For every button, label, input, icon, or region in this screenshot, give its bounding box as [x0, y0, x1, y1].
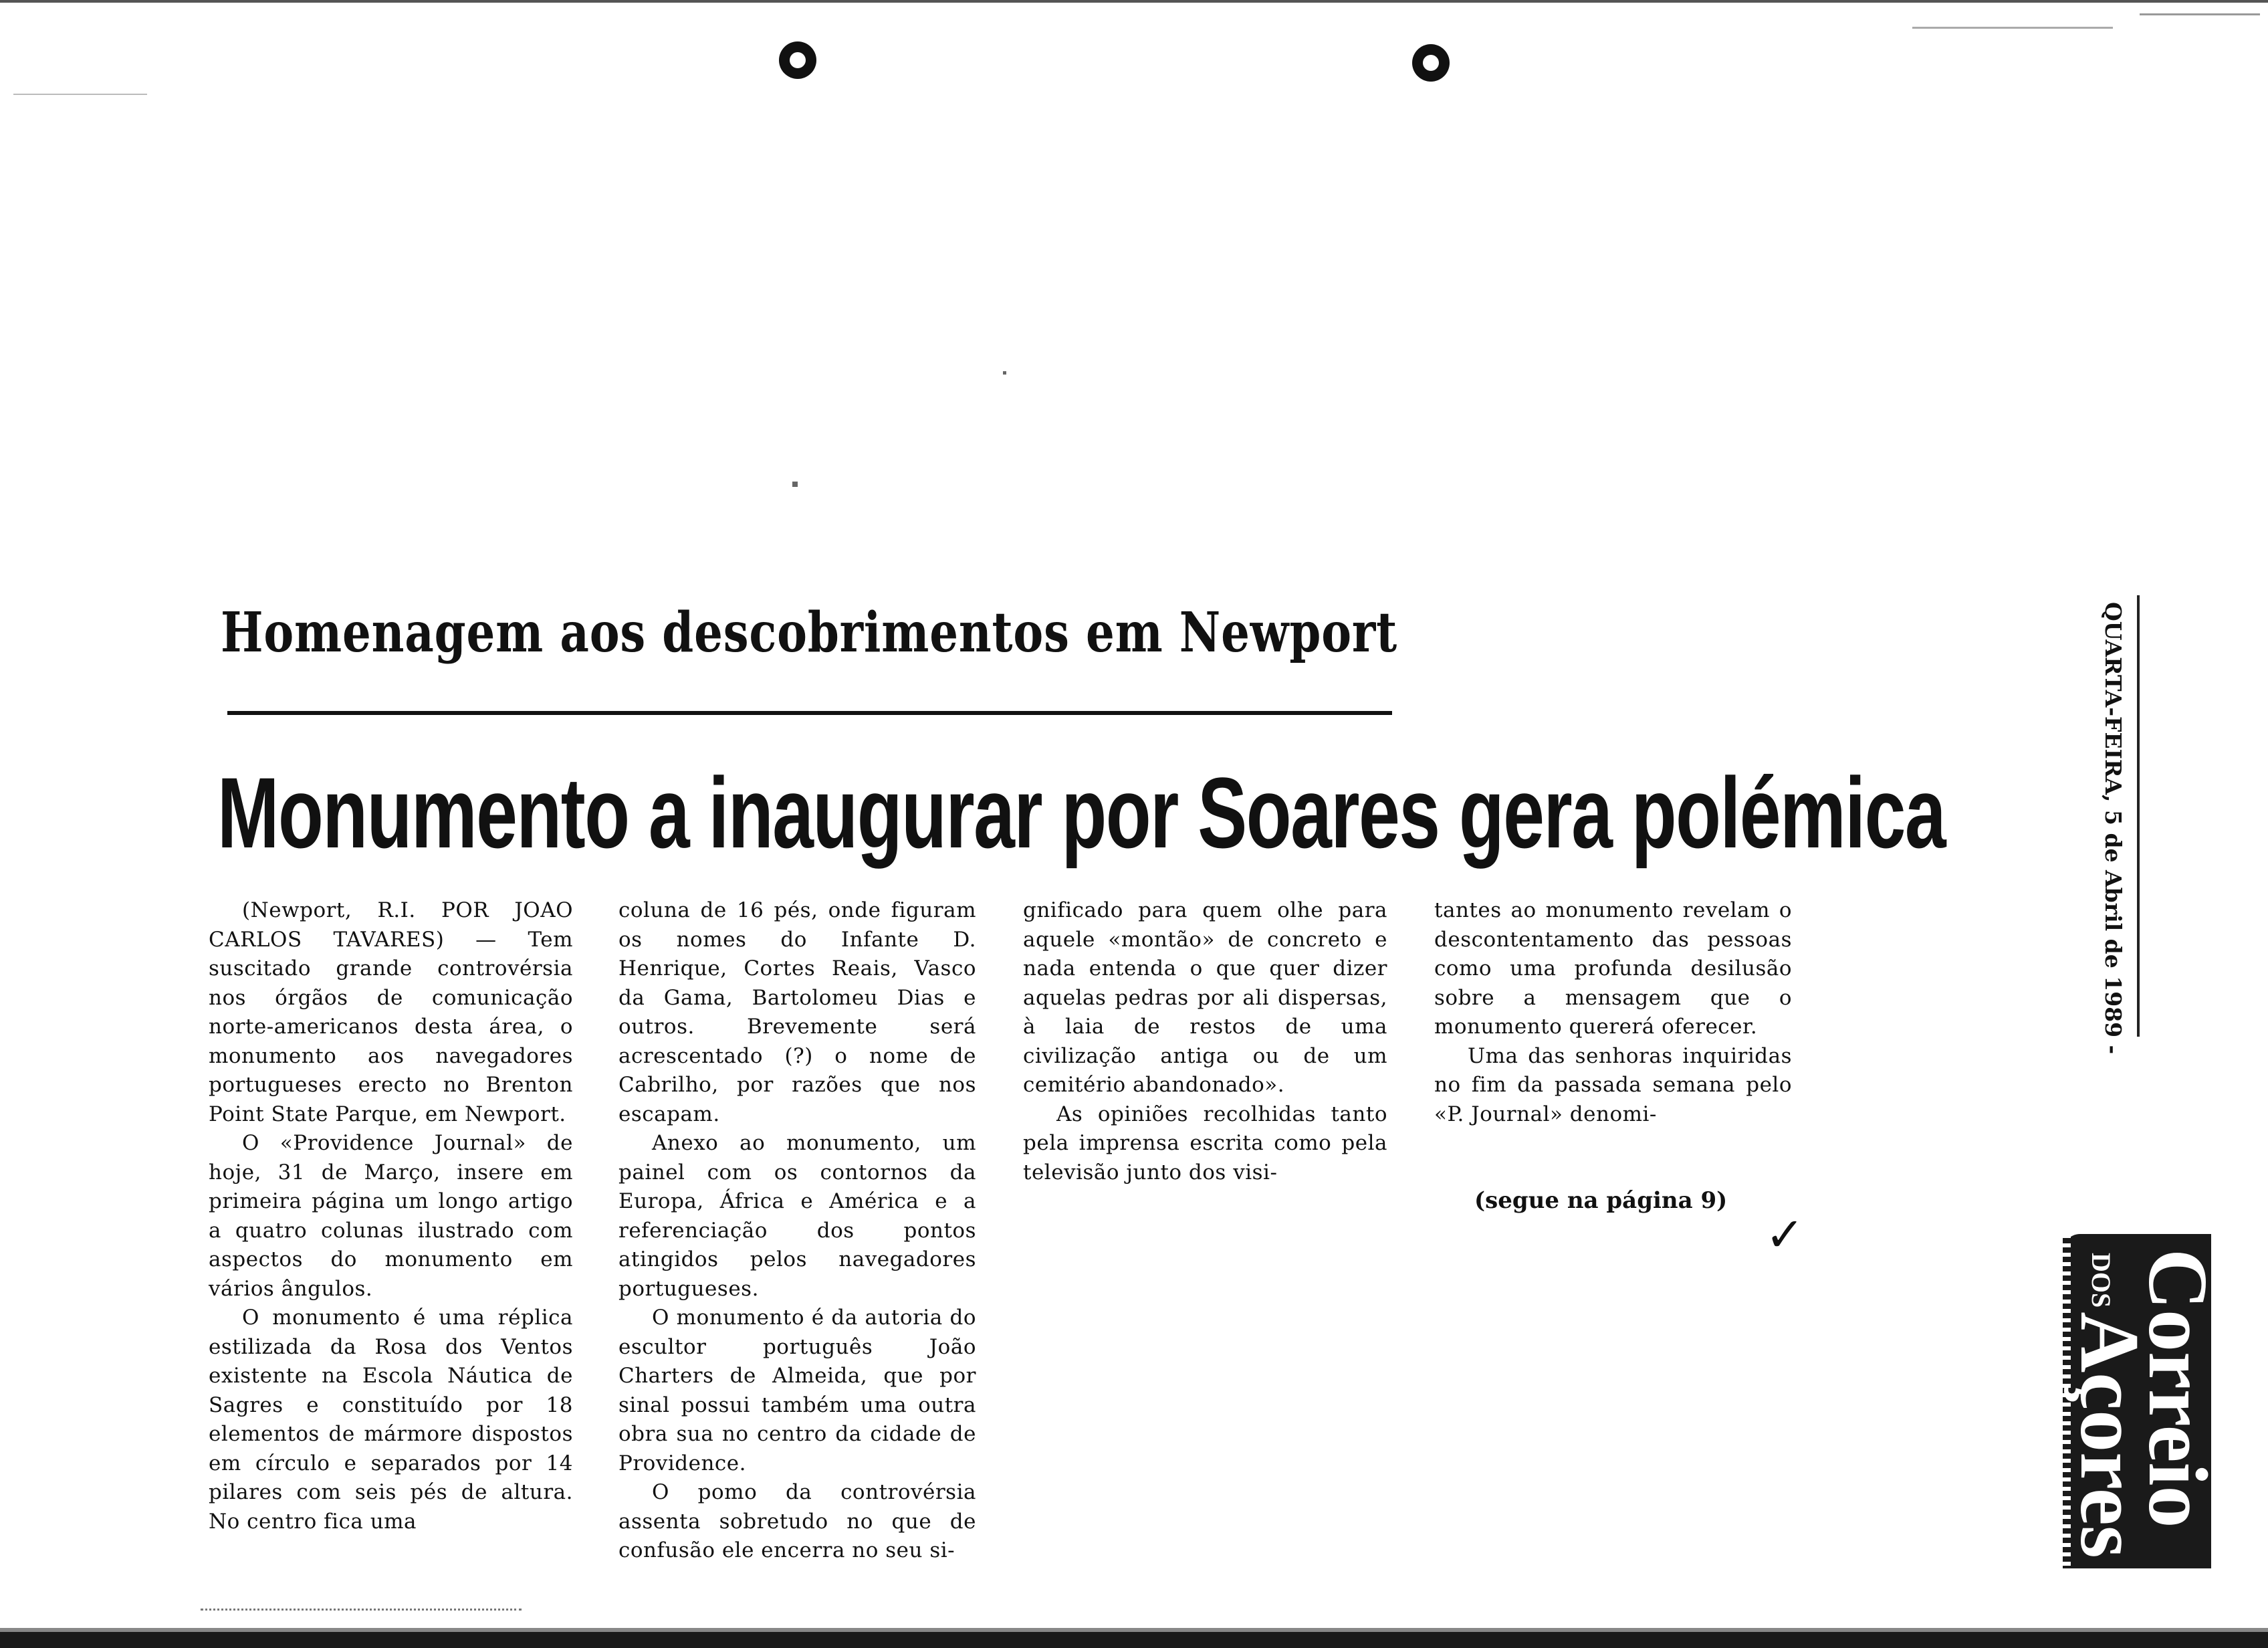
scan-top-edge [0, 0, 2268, 3]
scan-speck [13, 94, 147, 95]
continued-note: (segue na página 9) [1474, 1187, 1728, 1214]
article-column-1 [209, 896, 573, 1536]
scan-speck [1003, 371, 1006, 375]
masthead-text [2063, 1249, 2224, 1563]
paragraph: Anexo ao monumento, um painel com os contornos da Europa, África e América e a referenciação dos pontos atingidos pelos navegadores portugueses. [618, 1131, 976, 1301]
paragraph: As opiniões recolhidas tanto pela imprensa escrita como pela televisão junto dos visi- [1023, 1102, 1387, 1184]
paragraph: O monumento é da autoria do escultor português João Charters de Almeida, que por sinal possui também uma outra obra sua no centro da cidade de Providence. [618, 1306, 976, 1475]
masthead-line-2 [2063, 1249, 2156, 1563]
paragraph: coluna de 16 pés, onde figuram os nomes do Infante D. Henrique, Cortes Reais, Vasco da Gama, Bartolomeu Dias e outros. Brevemente será acrescentado (?) o nome de Cabrilho, por razões que nos escapam. [618, 898, 976, 1126]
paragraph: O pomo da controvérsia assenta sobretudo no que de confusão ele encerra no seu si- [618, 1480, 976, 1562]
scan-speck [792, 482, 798, 487]
dateline: QUARTA-FEIRA, 5 de Abril de 1989 - [2100, 602, 2126, 1055]
article-column-3 [1023, 896, 1387, 1187]
scan-speck [2140, 13, 2260, 15]
newspaper-masthead-logo [2063, 1234, 2224, 1568]
paragraph: Uma das senhoras inquiridas no fim da passada semana pelo «P. Journal» denomi- [1434, 1043, 1792, 1126]
paragraph: (Newport, R.I. POR JOAO CARLOS TAVARES) — Tem suscitado grande controvérsia nos órgãos de comunicação norte-americanos desta área, o monumento aos navegadores portugueses erecto no Brenton Point State Parque, em Newport. [209, 898, 573, 1126]
paragraph: gnificado para quem olhe para aquele «montão» de concreto e nada entenda o que quer dizer aquelas pedras por ali dispersas, à laia de restos de uma civilização antiga ou de um cemitério abandonado». [1023, 898, 1387, 1097]
kicker-headline: Homenagem aos descobrimentos em Newport [221, 601, 1398, 665]
paragraph: O monumento é uma réplica estilizada da Rosa dos Ventos existente na Escola Náutica de Sagres e constituído por 18 elementos de mármore dispostos em círculo e separados por 14 pilares com seis pés de altura. No centro fica uma [209, 1306, 573, 1534]
handwritten-check-mark: ✓ [1765, 1207, 1805, 1262]
masthead-line-2-text: Açores [2063, 1312, 2156, 1558]
dateline-rule [2137, 595, 2140, 1037]
punch-hole-right [1412, 44, 1450, 82]
scan-speck [1912, 27, 2113, 29]
paragraph: tantes ao monumento revelam o descontentamento das pessoas como uma profunda desilusão sobre a mensagem que o monumento quererá oferecer. [1434, 898, 1792, 1039]
article-column-4 [1434, 896, 1792, 1129]
paragraph: O «Providence Journal» de hoje, 31 de Março, insere em primeira página um longo artigo a quatro colunas ilustrado com aspectos do monumento em vários ângulos. [209, 1131, 573, 1301]
punch-hole-left [779, 41, 816, 79]
article-column-2 [618, 896, 976, 1566]
main-headline: Monumento a inaugurar por Soares gera polémica [217, 756, 1946, 869]
scan-bottom-edge [0, 1632, 2268, 1648]
masthead-line-1: Correio [2131, 1249, 2224, 1528]
scan-dots [201, 1609, 522, 1611]
kicker-rule [227, 711, 1392, 715]
masthead-dos: DOS [2085, 1253, 2116, 1308]
